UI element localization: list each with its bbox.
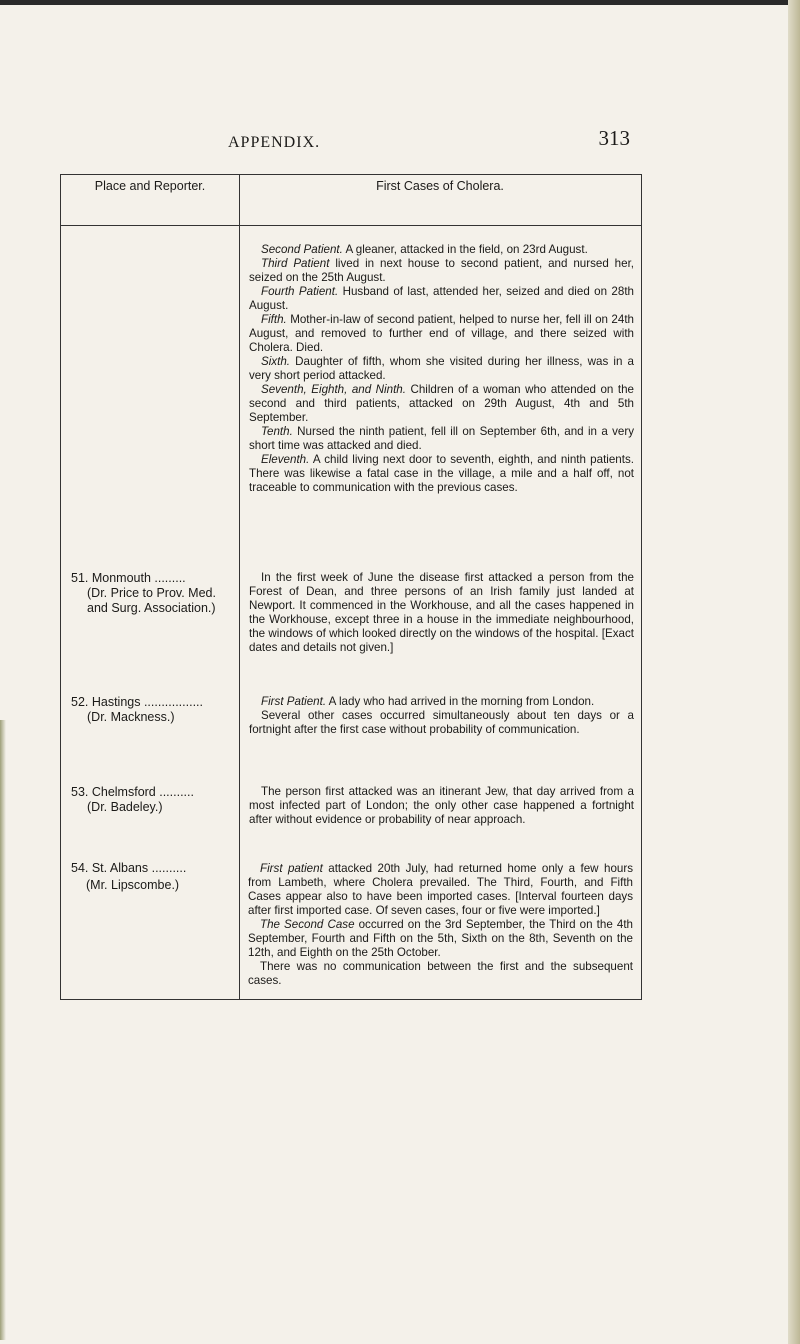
reporter-name: (Dr. Mackness.) <box>87 710 175 724</box>
case-lead: Second Patient. <box>261 243 343 256</box>
case-text: Mother-in-law of second patient, helped to nurse her, fell ill on 24th August, and removed to further end of village, and there seized with Cholera. Died. <box>249 313 634 354</box>
case-text: In the first week of June the disease first attacked a person from the Forest of Dean, and three persons of an Irish family just landed at Newport. It commenced in the Workhouse, and all the cases happened in the Workhouse, except three in a house in the immediate neighbourhood, the windows of which looked directly on the windows of the hospital. [Exact dates and details not given.] <box>249 571 634 654</box>
case-lead: Sixth. <box>261 355 290 368</box>
case-paragraph <box>249 313 634 355</box>
page-header <box>60 126 650 158</box>
reporter-name: (Dr. Price to Prov. Med. and Surg. Association.) <box>87 586 216 615</box>
case-text: A child living next door to seventh, eighth, and ninth patients. There was likewise a fatal case in the village, a mile and a half off, not traceable to communication with the previous cases. <box>249 453 634 494</box>
case-lead: Third Patient <box>261 257 330 270</box>
case-paragraph <box>249 709 634 737</box>
page-left-edge <box>0 720 6 1340</box>
case-lead: Tenth. <box>261 425 293 438</box>
case-paragraph <box>249 243 634 257</box>
reporter-name: (Dr. Badeley.) <box>87 800 163 814</box>
case-paragraph <box>249 695 634 709</box>
column-header-place: Place and Reporter. <box>94 179 206 193</box>
case-paragraph <box>249 383 634 425</box>
reporter-name: (Mr. Lipscombe.) <box>86 878 180 892</box>
place-name: 51. Monmouth ......... <box>71 571 186 585</box>
case-lead: Eleventh. <box>261 453 310 466</box>
case-paragraph <box>248 918 633 960</box>
table-row-monmouth <box>249 571 634 655</box>
case-text: occurred on the 3rd September, the Third on the 4th September, Fourth and Fifth on the 5th, Sixth on the 8th, Seventh on the 12th, and Eighth on the 25th October. <box>248 918 633 959</box>
case-text: A lady who had arrived in the morning from London. <box>326 695 595 708</box>
case-text: A gleaner, attacked in the field, on 23rd August. <box>342 243 588 256</box>
case-paragraph <box>248 960 633 988</box>
page-spine-edge <box>788 0 800 1344</box>
case-text: Daughter of fifth, whom she visited during her illness, was in a very short period attacked. <box>249 355 634 382</box>
place-reporter-st-albans <box>71 861 236 876</box>
case-text: There was no communication between the first and the subsequent cases. <box>248 960 633 987</box>
case-paragraph <box>249 285 634 313</box>
case-lead: Fourth Patient. <box>261 285 339 298</box>
top-rule <box>0 0 800 5</box>
case-paragraph <box>249 571 634 655</box>
case-text: Several other cases occurred simultaneously about ten days or a fortnight after the first case without probability of communication. <box>249 709 634 736</box>
table-row-st-albans <box>248 862 633 988</box>
case-lead: First patient <box>260 862 323 875</box>
place-name: 52. Hastings ................. <box>71 695 203 709</box>
column-header-cases: First Cases of Cholera. <box>376 179 504 193</box>
column-divider <box>239 175 240 999</box>
case-text: The person first attacked was an itinerant Jew, that day arrived from a most infected part of London; the only other case happened a fortnight after without evidence or probability of near approach. <box>249 785 634 826</box>
running-head: APPENDIX. <box>228 134 321 151</box>
case-paragraph <box>248 862 633 918</box>
case-paragraph <box>249 257 634 285</box>
table-row-continuation <box>249 243 634 495</box>
case-paragraph <box>249 453 634 495</box>
place-reporter-st-albans-full <box>70 878 235 893</box>
case-text: lived in next house to second patient, and nursed her, seized on the 25th August. <box>249 257 635 284</box>
place-reporter-hastings <box>71 695 236 725</box>
case-paragraph <box>249 785 634 827</box>
case-lead: The Second Case <box>260 918 355 931</box>
case-text: Children of a woman who attended on the second and third patients, attacked on 29th August, 4th and 5th September. <box>249 383 634 424</box>
case-lead: First Patient. <box>261 695 327 708</box>
case-text: Husband of last, attended her, seized and died on 28th August. <box>249 285 634 312</box>
place-reporter-chelmsford <box>71 785 236 815</box>
table-row-hastings <box>249 695 634 737</box>
case-text: attacked 20th July, had returned home only a few hours from Lambeth, where Cholera prevailed. The Third, Fourth, and Fifth Cases appear also to have been imported cases. [Interval fourteen days after first imported case. Of seven cases, four or five were imported.] <box>248 862 633 917</box>
page-number: 313 <box>598 126 630 150</box>
place-reporter-monmouth <box>71 571 236 616</box>
table-header-row <box>61 175 641 226</box>
place-name: 53. Chelmsford .......... <box>71 785 194 799</box>
table-row-chelmsford <box>249 785 634 827</box>
case-lead: Seventh, Eighth, and Ninth. <box>261 383 406 396</box>
case-lead: Fifth. <box>261 313 287 326</box>
place-name: 54. St. Albans .......... <box>71 861 187 875</box>
case-paragraph <box>249 425 634 453</box>
case-paragraph <box>249 355 634 383</box>
case-text: Nursed the ninth patient, fell ill on September 6th, and in a very short time was attacked and died. <box>249 425 634 452</box>
